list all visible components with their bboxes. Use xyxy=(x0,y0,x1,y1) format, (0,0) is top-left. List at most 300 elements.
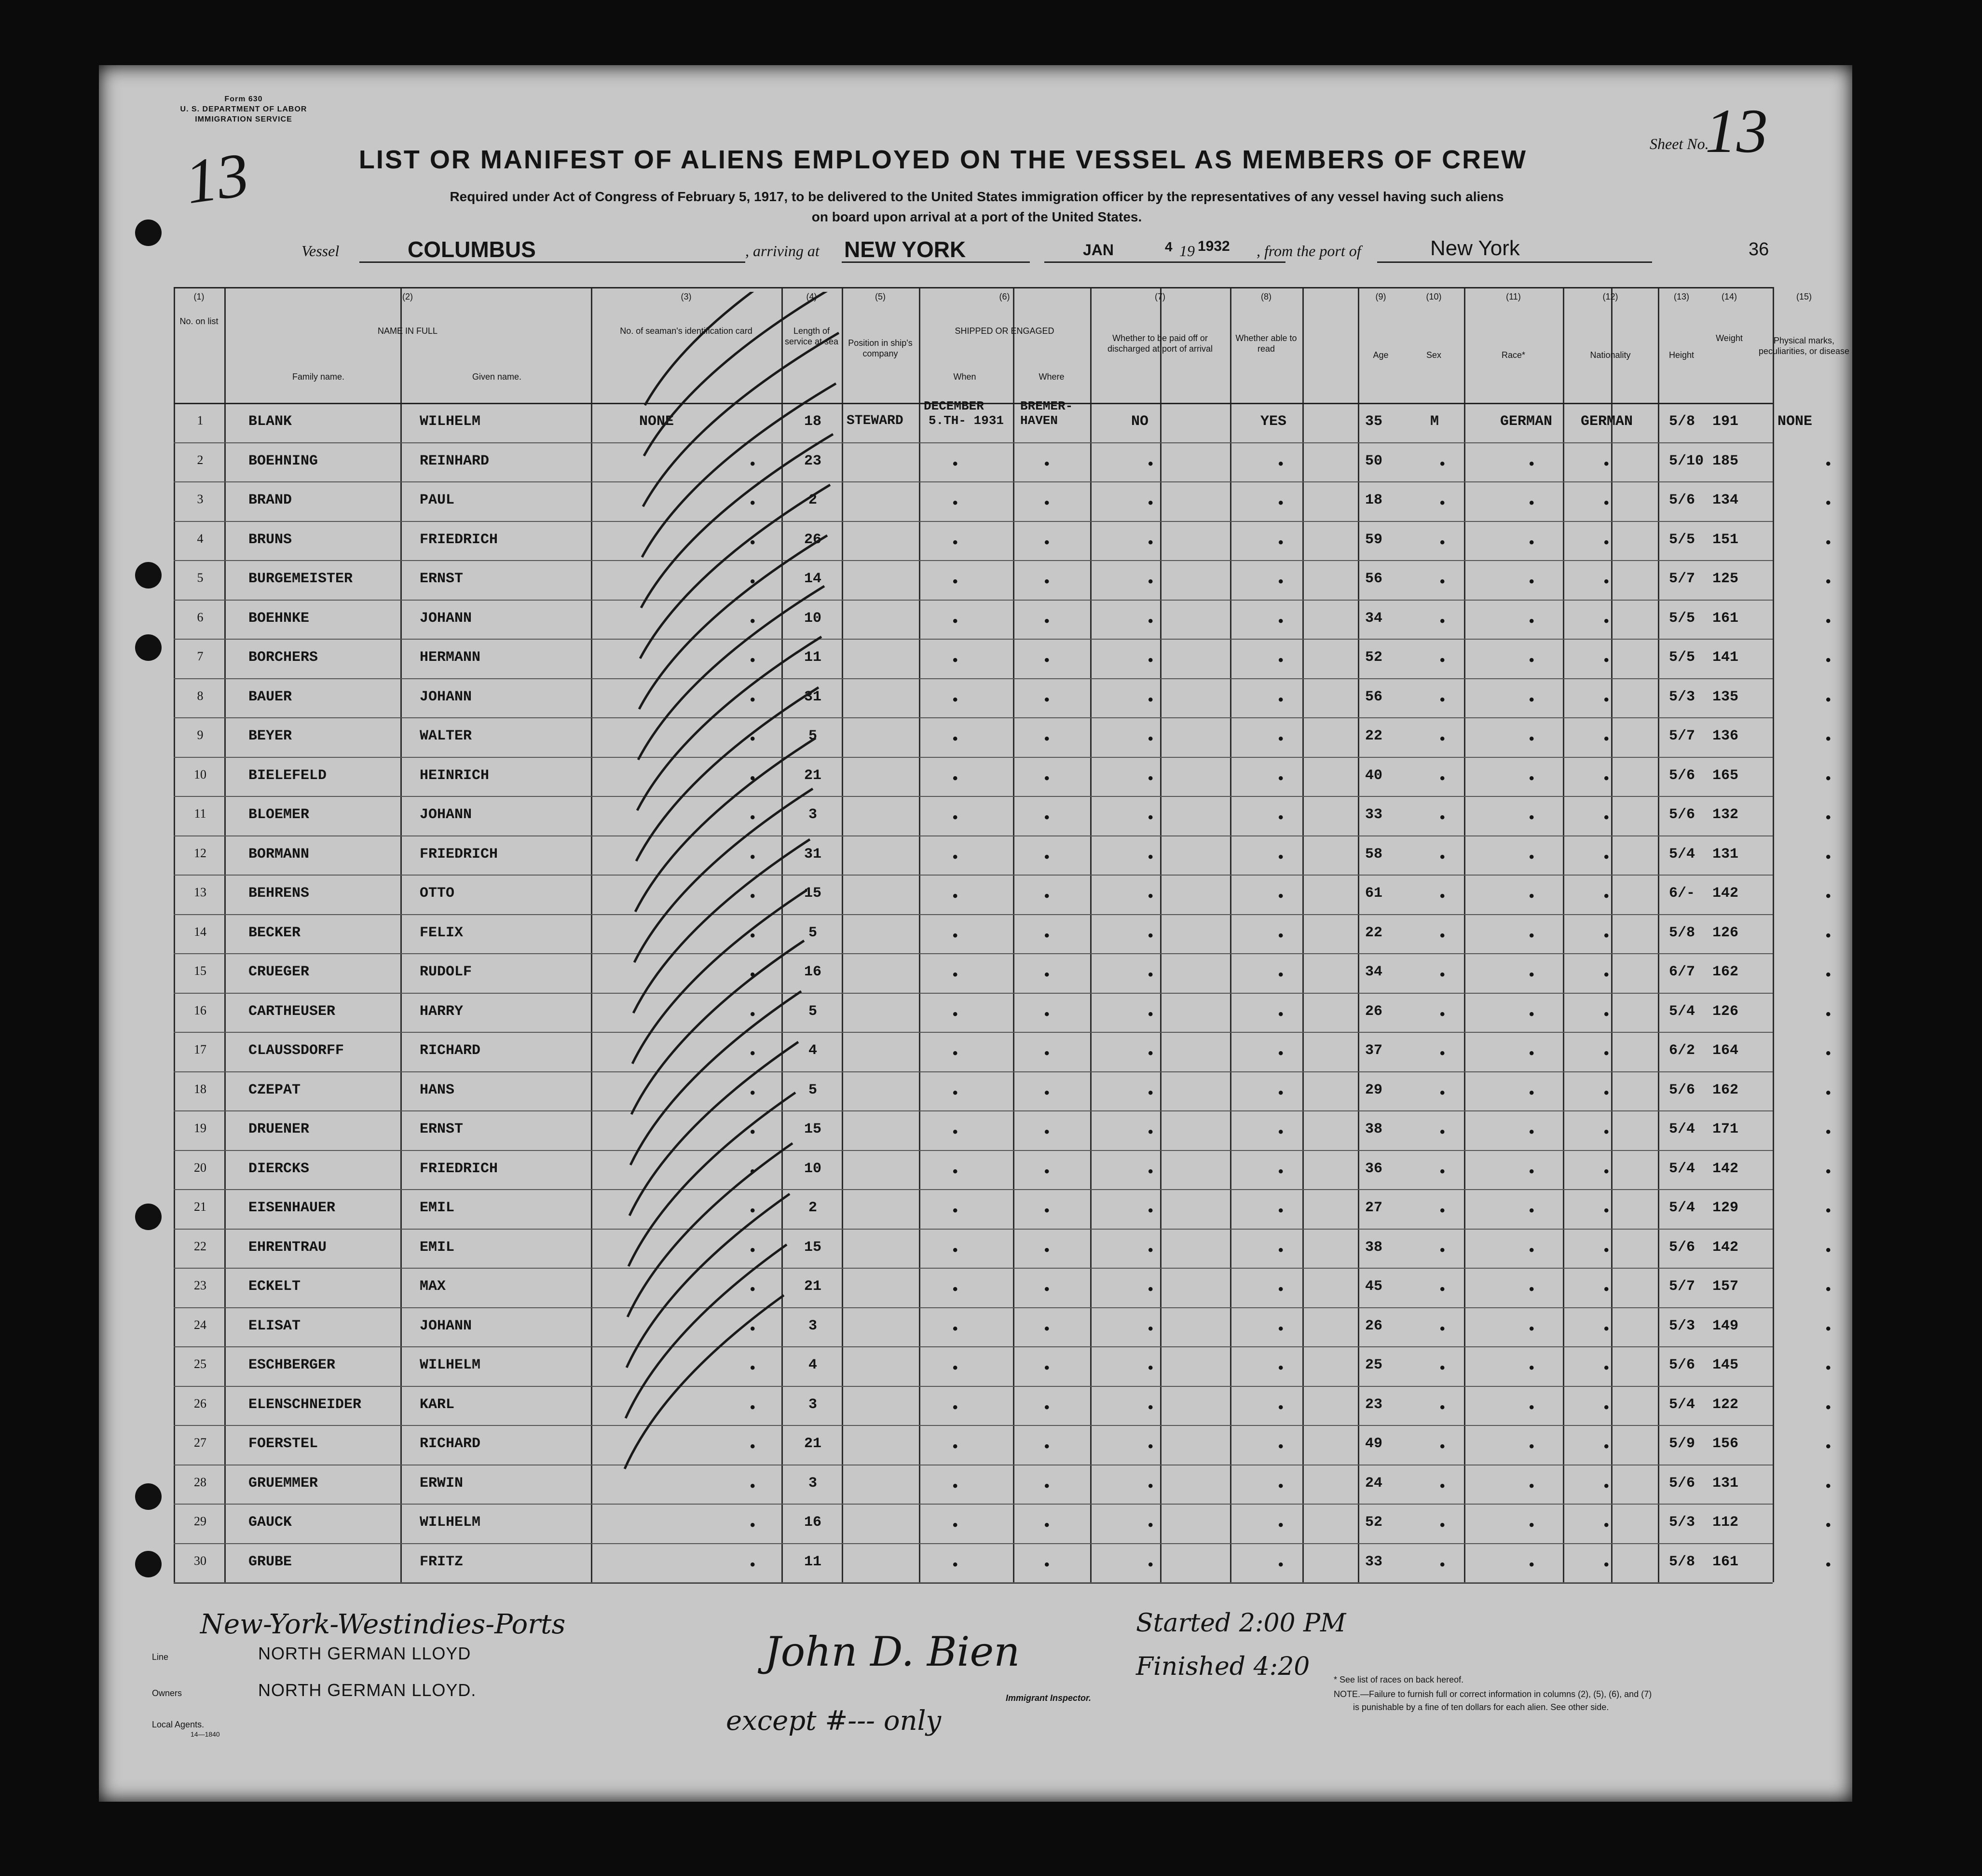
ditto-mark: • xyxy=(1148,1163,1153,1179)
pen-stroke xyxy=(638,586,824,760)
row-number: 12 xyxy=(194,846,206,860)
height: 5/10 xyxy=(1669,452,1704,469)
ditto-mark: • xyxy=(953,1006,958,1022)
ditto-mark: • xyxy=(1044,455,1050,472)
row-number: 26 xyxy=(194,1396,206,1410)
ditto-mark: • xyxy=(1826,1124,1831,1140)
row-rule xyxy=(174,639,1773,640)
form-number: Form 630 xyxy=(224,95,263,103)
ditto-mark: • xyxy=(750,927,755,944)
ditto-mark: • xyxy=(1044,1242,1050,1258)
weight: 185 xyxy=(1712,452,1739,469)
ditto-mark: • xyxy=(1529,1478,1534,1494)
manifest-page xyxy=(99,65,1852,1802)
row-rule xyxy=(174,521,1773,522)
ditto-mark: • xyxy=(750,1360,755,1376)
given-name: FELIX xyxy=(420,924,464,941)
ditto-mark: • xyxy=(750,1163,755,1179)
ditto-mark: • xyxy=(750,1084,755,1101)
row-number: 15 xyxy=(194,964,206,978)
ditto-mark: • xyxy=(750,1556,755,1573)
ditto-mark: • xyxy=(750,534,755,550)
pen-stroke xyxy=(642,383,836,557)
weight: 171 xyxy=(1712,1121,1739,1137)
service-length: 5 xyxy=(808,924,817,941)
ditto-mark: • xyxy=(1278,1438,1284,1454)
age: 27 xyxy=(1365,1200,1383,1216)
subtitle-line-2: on board upon arrival at a port of the United States. xyxy=(811,209,1142,224)
ditto-mark: • xyxy=(1044,1006,1050,1022)
ditto-mark: • xyxy=(1044,1045,1050,1061)
ditto-mark: • xyxy=(1826,888,1831,904)
column-number: (4) xyxy=(806,292,817,301)
agents-code: 14—1840 xyxy=(191,1730,220,1738)
service-length: 15 xyxy=(804,1239,821,1256)
row-number: 2 xyxy=(197,452,204,467)
ditto-mark: • xyxy=(1529,1006,1534,1022)
ditto-mark: • xyxy=(1440,809,1445,825)
ditto-mark: • xyxy=(1440,1556,1445,1573)
ditto-mark: • xyxy=(1278,455,1284,472)
ditto-mark: • xyxy=(750,1124,755,1140)
weight: 136 xyxy=(1712,728,1739,744)
pen-stroke xyxy=(631,941,804,1114)
ditto-mark: • xyxy=(1148,927,1153,944)
row-rule xyxy=(174,1229,1773,1230)
ditto-mark: • xyxy=(1440,967,1445,983)
pen-stroke xyxy=(629,1042,798,1216)
ditto-mark: • xyxy=(953,927,958,944)
ditto-mark: • xyxy=(1604,1203,1609,1219)
ditto-mark: • xyxy=(1604,1438,1609,1454)
column-header: Nationality xyxy=(1590,350,1631,360)
ditto-mark: • xyxy=(1148,534,1153,550)
family-name: ELENSCHNEIDER xyxy=(248,1396,362,1413)
ditto-mark: • xyxy=(1440,849,1445,865)
ditto-mark: • xyxy=(1604,1045,1609,1061)
ditto-mark: • xyxy=(1278,691,1284,708)
row-number: 11 xyxy=(194,807,206,821)
weight: 191 xyxy=(1712,413,1739,430)
ditto-mark: • xyxy=(1044,534,1050,550)
ditto-mark: • xyxy=(1826,1478,1831,1494)
inspector-label: Immigrant Inspector. xyxy=(1006,1693,1092,1703)
weight: 131 xyxy=(1712,1475,1739,1492)
weight: 161 xyxy=(1712,610,1739,627)
ditto-mark: • xyxy=(1604,1556,1609,1573)
pen-stroke xyxy=(640,485,830,658)
pen-stroke xyxy=(628,1143,793,1317)
ditto-mark: • xyxy=(1044,1438,1050,1454)
given-name: EMIL xyxy=(420,1239,455,1256)
owners-value: NORTH GERMAN LLOYD. xyxy=(258,1680,477,1700)
service-length: 15 xyxy=(804,885,821,902)
age: 37 xyxy=(1365,1042,1383,1059)
row-rule xyxy=(174,1150,1773,1151)
column-header: Sex xyxy=(1426,350,1442,360)
ditto-mark: • xyxy=(1440,1084,1445,1101)
ditto-mark: • xyxy=(1278,927,1284,944)
ditto-mark: • xyxy=(1044,495,1050,511)
ditto-mark: • xyxy=(1044,731,1050,747)
row-rule xyxy=(174,481,1773,482)
ditto-mark: • xyxy=(750,574,755,589)
height: 5/6 xyxy=(1669,1082,1695,1098)
ditto-mark: • xyxy=(1826,927,1831,944)
pen-stroke xyxy=(627,1194,790,1368)
column-rule xyxy=(1773,287,1774,1582)
column-header: Weight xyxy=(1716,333,1743,343)
column-number: (9) xyxy=(1375,292,1386,301)
shipped-when: 5.TH- 1931 xyxy=(929,413,1004,428)
ditto-mark: • xyxy=(1826,1360,1831,1376)
ditto-mark: • xyxy=(953,652,958,668)
service-length: 14 xyxy=(804,571,821,587)
column-header: NAME IN FULL xyxy=(377,326,438,336)
ditto-mark: • xyxy=(1826,613,1831,629)
given-name: ERNST xyxy=(420,571,464,587)
ditto-mark: • xyxy=(1604,1084,1609,1101)
ditto-mark: • xyxy=(1278,849,1284,865)
weight: 142 xyxy=(1712,885,1739,902)
ditto-mark: • xyxy=(1148,1006,1153,1022)
department-name: U. S. DEPARTMENT OF LABOR xyxy=(180,105,307,113)
ditto-mark: • xyxy=(953,1320,958,1337)
pen-stroke xyxy=(636,687,819,861)
ditto-mark: • xyxy=(750,691,755,708)
age: 26 xyxy=(1365,1317,1383,1334)
agents-label: Local Agents. xyxy=(152,1720,205,1729)
given-name: ERWIN xyxy=(420,1475,464,1492)
given-name: RICHARD xyxy=(420,1436,481,1452)
family-name: CZEPAT xyxy=(248,1082,301,1098)
column-header: Whether to be paid off or discharged at port of arrival xyxy=(1107,333,1213,354)
column-header: Age xyxy=(1373,350,1389,360)
ditto-mark: • xyxy=(953,731,958,747)
row-rule xyxy=(174,757,1773,758)
given-name: HERMANN xyxy=(420,649,481,666)
ditto-mark: • xyxy=(1278,1084,1284,1101)
ditto-mark: • xyxy=(1529,888,1534,904)
ditto-mark: • xyxy=(1440,574,1445,589)
ditto-mark: • xyxy=(1604,967,1609,983)
ditto-mark: • xyxy=(1044,613,1050,629)
age: 33 xyxy=(1365,807,1383,823)
given-name: WILHELM xyxy=(420,1357,481,1373)
given-name: HARRY xyxy=(420,1003,464,1020)
ditto-mark: • xyxy=(1826,1438,1831,1454)
ditto-mark: • xyxy=(1278,1320,1284,1337)
row-rule xyxy=(174,1425,1773,1426)
row-rule xyxy=(174,1032,1773,1033)
family-name: BOEHNING xyxy=(248,452,318,469)
ditto-mark: • xyxy=(1044,652,1050,668)
age: 18 xyxy=(1365,492,1383,508)
row-number: 13 xyxy=(194,885,206,899)
ditto-mark: • xyxy=(953,967,958,983)
ditto-mark: • xyxy=(1529,652,1534,668)
age: 56 xyxy=(1365,688,1383,705)
able-to-read: YES xyxy=(1260,413,1287,430)
ditto-mark: • xyxy=(1278,1203,1284,1219)
pen-stroke xyxy=(637,637,821,810)
started-time: Started 2:00 PM xyxy=(1136,1609,1346,1638)
height: 5/3 xyxy=(1669,688,1695,705)
ditto-mark: • xyxy=(1826,1203,1831,1219)
fine-note-2: is punishable by a fine of ten dollars for each alien. See other side. xyxy=(1353,1702,1609,1712)
ditto-mark: • xyxy=(1604,495,1609,511)
height: 6/2 xyxy=(1669,1042,1695,1059)
height: 5/5 xyxy=(1669,531,1695,548)
weight: 126 xyxy=(1712,1003,1739,1020)
column-header: Position in ship's company xyxy=(848,338,913,358)
service-length: 4 xyxy=(808,1042,817,1059)
ditto-mark: • xyxy=(1148,849,1153,865)
finished-time: Finished 4:20 xyxy=(1136,1652,1310,1681)
service-length: 3 xyxy=(808,807,817,823)
ditto-mark: • xyxy=(953,888,958,904)
service-length: 3 xyxy=(808,1317,817,1334)
height: 5/4 xyxy=(1669,1200,1695,1216)
ditto-mark: • xyxy=(1826,1556,1831,1573)
age: 38 xyxy=(1365,1239,1383,1256)
given-name: JOHANN xyxy=(420,1317,472,1334)
age: 34 xyxy=(1365,610,1383,627)
ditto-mark: • xyxy=(1529,613,1534,629)
service-length: 18 xyxy=(804,413,821,430)
sheet-number: 13 xyxy=(1705,96,1768,166)
ditto-mark: • xyxy=(1148,1517,1153,1533)
vessel-name: COLUMBUS xyxy=(408,237,536,262)
punch-hole xyxy=(135,1204,162,1230)
ditto-mark: • xyxy=(750,613,755,629)
pen-stroke xyxy=(635,738,816,912)
row-number: 9 xyxy=(197,728,204,742)
family-name-header: Family name. xyxy=(292,372,345,382)
row-number: 14 xyxy=(194,924,206,939)
service-length: 3 xyxy=(808,1396,817,1413)
ditto-mark: • xyxy=(1148,967,1153,983)
ditto-mark: • xyxy=(1148,1360,1153,1376)
shipped-where: HAVEN xyxy=(1020,413,1058,428)
row-rule xyxy=(174,953,1773,954)
row-rule xyxy=(174,914,1773,915)
weight: 142 xyxy=(1712,1160,1739,1177)
service-length: 21 xyxy=(804,767,821,784)
column-number: (5) xyxy=(875,292,886,301)
punch-hole xyxy=(135,634,162,661)
ditto-mark: • xyxy=(1529,1281,1534,1297)
row-number: 7 xyxy=(197,649,204,663)
column-number: (10) xyxy=(1426,292,1442,301)
where-header: Where xyxy=(1039,372,1065,382)
ditto-mark: • xyxy=(1529,849,1534,865)
ditto-mark: • xyxy=(1529,495,1534,511)
row-number: 4 xyxy=(197,531,204,546)
ditto-mark: • xyxy=(1278,1478,1284,1494)
ditto-mark: • xyxy=(1826,1399,1831,1415)
service-length: 11 xyxy=(804,1553,821,1570)
when-header: When xyxy=(953,372,976,382)
ditto-mark: • xyxy=(1044,967,1050,983)
ditto-mark: • xyxy=(1440,1438,1445,1454)
family-name: BLANK xyxy=(248,413,292,430)
age: 23 xyxy=(1365,1396,1383,1413)
service-length: 11 xyxy=(804,649,821,666)
ditto-mark: • xyxy=(1440,455,1445,472)
ditto-mark: • xyxy=(1826,1006,1831,1022)
height: 5/8 xyxy=(1669,1553,1695,1570)
given-name-header: Given name. xyxy=(472,372,522,382)
ditto-mark: • xyxy=(1604,1242,1609,1258)
ditto-mark: • xyxy=(1440,1517,1445,1533)
height: 5/4 xyxy=(1669,1121,1695,1137)
ditto-mark: • xyxy=(1044,1320,1050,1337)
pen-stroke xyxy=(641,434,833,608)
ditto-mark: • xyxy=(953,1203,958,1219)
given-name: FRIEDRICH xyxy=(420,1160,498,1177)
pen-stroke xyxy=(639,535,827,709)
ditto-mark: • xyxy=(750,809,755,825)
ditto-mark: • xyxy=(1278,770,1284,786)
column-number: (7) xyxy=(1155,292,1165,301)
weight: 122 xyxy=(1712,1396,1739,1413)
ditto-mark: • xyxy=(1604,1360,1609,1376)
age: 34 xyxy=(1365,964,1383,980)
family-name: GRUBE xyxy=(248,1553,292,1570)
given-name: FRIEDRICH xyxy=(420,531,498,548)
ditto-mark: • xyxy=(1826,1045,1831,1061)
ditto-mark: • xyxy=(1826,849,1831,865)
ditto-mark: • xyxy=(1044,1163,1050,1179)
ditto-mark: • xyxy=(1148,888,1153,904)
ditto-mark: • xyxy=(750,1242,755,1258)
ditto-mark: • xyxy=(1604,613,1609,629)
arrival-year: 1932 xyxy=(1198,238,1230,254)
ditto-mark: • xyxy=(1529,809,1534,825)
row-number: 5 xyxy=(197,571,204,585)
column-number: (3) xyxy=(681,292,692,301)
ditto-mark: • xyxy=(1826,652,1831,668)
ditto-mark: • xyxy=(1148,809,1153,825)
family-name: BIELEFELD xyxy=(248,767,327,784)
family-name: DRUENER xyxy=(248,1121,310,1137)
ditto-mark: • xyxy=(750,888,755,904)
weight: 161 xyxy=(1712,1553,1739,1570)
ditto-mark: • xyxy=(1148,1320,1153,1337)
row-number: 24 xyxy=(194,1317,206,1332)
shipped-when: DECEMBER xyxy=(924,399,984,413)
ditto-mark: • xyxy=(1148,731,1153,747)
ditto-mark: • xyxy=(750,1438,755,1454)
age: 49 xyxy=(1365,1436,1383,1452)
weight: 132 xyxy=(1712,807,1739,823)
ditto-mark: • xyxy=(1278,888,1284,904)
ditto-mark: • xyxy=(953,495,958,511)
page-subtitle xyxy=(301,187,1652,227)
service-name: IMMIGRATION SERVICE xyxy=(195,115,292,123)
sheet-number-label: Sheet No. xyxy=(1650,135,1709,152)
ditto-mark: • xyxy=(1604,1399,1609,1415)
column-header: Physical marks, peculiarities, or disease xyxy=(1758,336,1850,356)
given-name: FRIEDRICH xyxy=(420,846,498,863)
nationality: GERMAN xyxy=(1581,413,1633,430)
punch-hole xyxy=(135,562,162,589)
ditto-mark: • xyxy=(750,1399,755,1415)
row-number: 27 xyxy=(194,1436,206,1450)
height: 5/6 xyxy=(1669,1475,1695,1492)
ditto-mark: • xyxy=(1604,1281,1609,1297)
ditto-mark: • xyxy=(1440,1242,1445,1258)
ditto-mark: • xyxy=(1440,1281,1445,1297)
ditto-mark: • xyxy=(1529,1045,1534,1061)
ditto-mark: • xyxy=(1826,1517,1831,1533)
ditto-mark: • xyxy=(1529,1124,1534,1140)
physical-marks: NONE xyxy=(1777,413,1813,430)
ditto-mark: • xyxy=(1278,1006,1284,1022)
ditto-mark: • xyxy=(1826,574,1831,589)
ditto-mark: • xyxy=(1278,1360,1284,1376)
ditto-mark: • xyxy=(1529,1360,1534,1376)
ditto-mark: • xyxy=(953,1124,958,1140)
ditto-mark: • xyxy=(1604,534,1609,550)
ditto-mark: • xyxy=(1044,888,1050,904)
ditto-mark: • xyxy=(1529,534,1534,550)
ditto-mark: • xyxy=(1440,495,1445,511)
height: 5/7 xyxy=(1669,571,1695,587)
weight: 151 xyxy=(1712,531,1739,548)
sex: M xyxy=(1430,413,1439,430)
shipped-where: BREMER- xyxy=(1020,399,1073,413)
row-number: 29 xyxy=(194,1514,206,1528)
column-number: (2) xyxy=(402,292,413,301)
vessel-line xyxy=(99,236,1852,265)
ditto-mark: • xyxy=(1604,1320,1609,1337)
age: 52 xyxy=(1365,1514,1383,1531)
age: 45 xyxy=(1365,1278,1383,1295)
height: 5/3 xyxy=(1669,1317,1695,1334)
ditto-mark: • xyxy=(1044,1360,1050,1376)
fine-note-1: NOTE.—Failure to furnish full or correct information in columns (2), (5), (6), and (7) xyxy=(1334,1689,1652,1699)
handwritten-number: 13 xyxy=(181,139,253,218)
ditto-mark: • xyxy=(750,1045,755,1061)
table-rule xyxy=(174,287,1773,288)
ditto-mark: • xyxy=(1278,1045,1284,1061)
service-length: 4 xyxy=(808,1357,817,1373)
ditto-mark: • xyxy=(1529,1084,1534,1101)
weight: 145 xyxy=(1712,1357,1739,1373)
row-number: 18 xyxy=(194,1082,206,1096)
pen-stroke xyxy=(626,1245,787,1418)
ditto-mark: • xyxy=(1278,1517,1284,1533)
ditto-mark: • xyxy=(1529,691,1534,708)
date-prefix: 19 xyxy=(1179,242,1195,260)
ditto-mark: • xyxy=(750,1006,755,1022)
weight: 149 xyxy=(1712,1317,1739,1334)
ditto-mark: • xyxy=(953,455,958,472)
height: 5/7 xyxy=(1669,728,1695,744)
ditto-mark: • xyxy=(1148,1203,1153,1219)
height: 6/7 xyxy=(1669,964,1695,980)
ditto-mark: • xyxy=(1529,1242,1534,1258)
ditto-mark: • xyxy=(1044,1124,1050,1140)
height: 5/4 xyxy=(1669,1003,1695,1020)
arrival-month: JAN xyxy=(1083,241,1114,259)
ditto-mark: • xyxy=(1148,1242,1153,1258)
ditto-mark: • xyxy=(1826,455,1831,472)
ditto-mark: • xyxy=(1278,1242,1284,1258)
pen-stroke xyxy=(634,789,813,962)
